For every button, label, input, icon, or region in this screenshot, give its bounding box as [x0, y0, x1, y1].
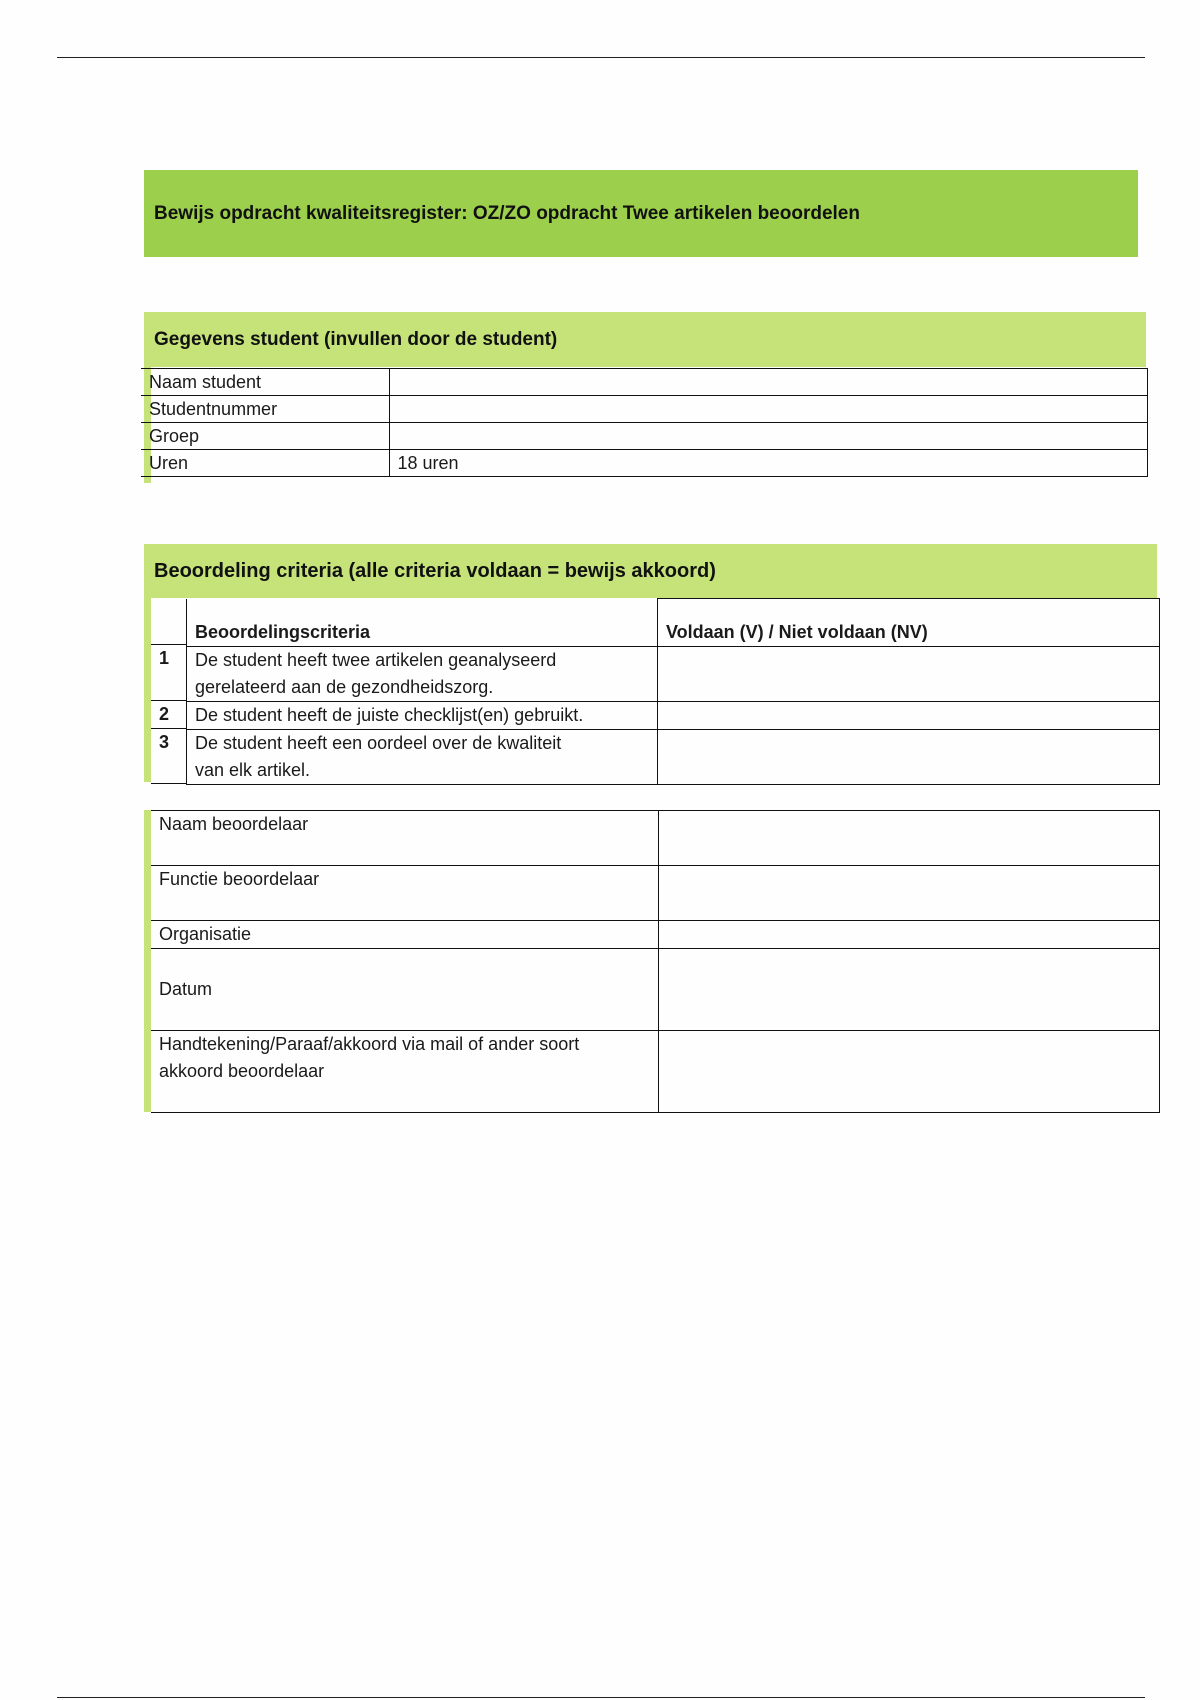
criterion-number: 1: [151, 644, 187, 700]
criterion-number: 2: [151, 700, 187, 728]
table-row: [187, 647, 1160, 702]
result-column-header: Voldaan (V) / Niet voldaan (NV): [658, 599, 1160, 647]
group-label: Groep: [141, 423, 389, 450]
table-header-row: [187, 599, 1160, 647]
table-row: [141, 423, 1147, 450]
table-row: [141, 369, 1147, 396]
number-header-cell: [151, 598, 187, 644]
table-row: [151, 866, 1159, 921]
table-row: [141, 396, 1147, 423]
student-number-field[interactable]: [389, 396, 1147, 423]
criterion-result-field[interactable]: [658, 647, 1160, 702]
criterion-text: De student heeft een oordeel over de kwaliteit van elk artikel.: [187, 730, 658, 785]
criterion-number: 3: [151, 728, 187, 784]
table-row: [187, 730, 1160, 785]
criteria-table: [186, 598, 1160, 785]
assessor-table: [151, 810, 1160, 1113]
hours-label: Uren: [141, 450, 389, 477]
organisation-field[interactable]: [658, 921, 1159, 949]
student-name-field[interactable]: [389, 369, 1147, 396]
criteria-number-column: [151, 598, 187, 784]
criterion-text: De student heeft de juiste checklijst(en) gebruikt.: [187, 702, 658, 730]
assessor-function-label: Functie beoordelaar: [151, 866, 658, 921]
header-rule: [57, 57, 1145, 58]
date-field[interactable]: [658, 949, 1159, 1031]
assessor-name-field[interactable]: [658, 811, 1159, 866]
group-field[interactable]: [389, 423, 1147, 450]
footer-rule: [57, 1697, 1145, 1698]
signature-field[interactable]: [658, 1031, 1159, 1113]
date-label: Datum: [151, 949, 658, 1031]
table-row: [151, 949, 1159, 1031]
student-data-table: [141, 368, 1148, 477]
assessor-name-label: Naam beoordelaar: [151, 811, 658, 866]
criterion-result-field[interactable]: [658, 702, 1160, 730]
assessor-function-field[interactable]: [658, 866, 1159, 921]
student-name-label: Naam student: [141, 369, 389, 396]
student-section-heading: Gegevens student (invullen door de student): [144, 312, 1146, 367]
table-row: [141, 450, 1147, 477]
table-row: [151, 921, 1159, 949]
document-title: Bewijs opdracht kwaliteitsregister: OZ/ZO opdracht Twee artikelen beoordelen: [144, 170, 1138, 257]
table-row: [151, 1031, 1159, 1113]
student-number-label: Studentnummer: [141, 396, 389, 423]
criteria-accent-bar: [144, 598, 151, 782]
criteria-section-heading: Beoordeling criteria (alle criteria voldaan = bewijs akkoord): [144, 544, 1157, 598]
criterion-result-field[interactable]: [658, 730, 1160, 785]
signature-label: Handtekening/Paraaf/akkoord via mail of ander soort akkoord beoordelaar: [151, 1031, 658, 1113]
criterion-text: De student heeft twee artikelen geanalyseerd gerelateerd aan de gezondheidszorg.: [187, 647, 658, 702]
table-row: [151, 811, 1159, 866]
criteria-column-header: Beoordelingscriteria: [187, 599, 658, 647]
organisation-label: Organisatie: [151, 921, 658, 949]
assessor-accent-bar: [144, 810, 151, 1112]
table-row: [187, 702, 1160, 730]
hours-field[interactable]: 18 uren: [389, 450, 1147, 477]
